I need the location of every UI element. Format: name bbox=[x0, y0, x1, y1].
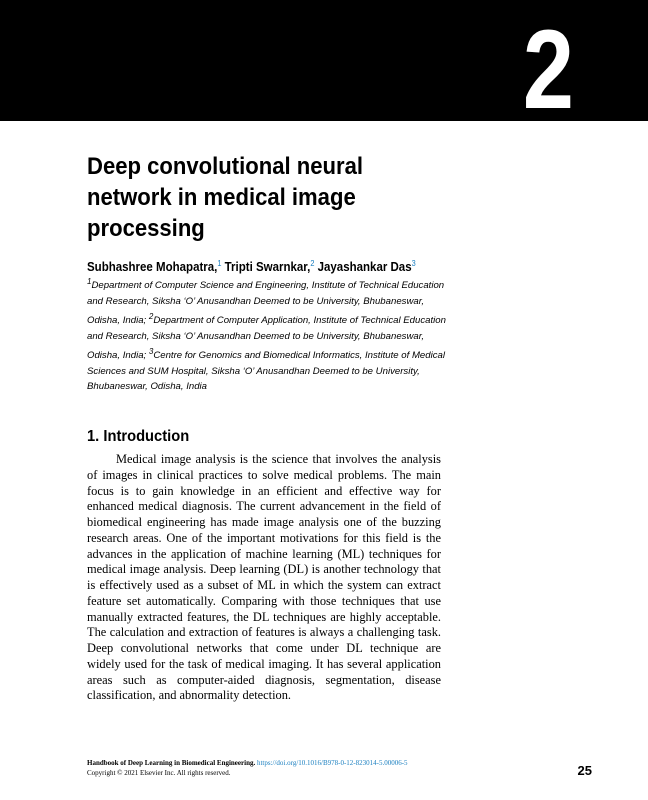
affiliations bbox=[87, 274, 452, 394]
author-affil-ref[interactable]: 3 bbox=[411, 259, 416, 268]
affil-marker: 2 bbox=[148, 312, 154, 321]
copyright-line: Copyright © 2021 Elsevier Inc. All rights reserved. bbox=[87, 769, 231, 777]
doi-link[interactable]: https://doi.org/10.1016/B978-0-12-823014-5.00006-5 bbox=[256, 759, 408, 767]
chapter-banner bbox=[0, 0, 648, 132]
citation-footer bbox=[87, 758, 487, 778]
affiliation-text: Department of Computer Application, Institute of Technical Education and Research, Siksha ‘O’ Anusandhan Deemed to be University, Bhubaneswar, Odisha, India; bbox=[87, 315, 446, 362]
affil-marker: 1 bbox=[87, 277, 92, 286]
affil-marker: 3 bbox=[148, 347, 154, 356]
author-affil-ref[interactable]: 2 bbox=[310, 259, 315, 268]
chapter-title: Deep convolutional neural network in medical image processing bbox=[87, 153, 364, 242]
affiliation-text: Department of Computer Science and Engineering, Institute of Technical Education and Research, Siksha ‘O’ Anusandhan Deemed to be University, Bhubaneswar, Odisha, India; bbox=[87, 280, 445, 327]
author-name: Jayashankar Das bbox=[317, 260, 412, 275]
chapter-number: 2 bbox=[522, 7, 572, 132]
affiliation-text: Centre for Genomics and Biomedical Informatics, Institute of Medical Sciences and SUM Hospital, Siksha ‘O’ Anusandhan Deemed to be University, Bhubaneswar, Odisha, India bbox=[87, 350, 445, 392]
section-heading: 1. Introduction bbox=[87, 428, 190, 445]
author-name: Tripti Swarnkar, bbox=[224, 260, 311, 275]
author-name: Subhashree Mohapatra, bbox=[87, 260, 218, 275]
body-paragraph: Medical image analysis is the science that involves the analysis of images in clinical practices to solve medical problems. The main focus is to gain knowledge in an efficient and effective way for enhanced medical diagnosis. The current advancement in the field of biomedical engineering has made image analysis one of the buzzing research areas. One of the important motivations for this field is the advances in the application of machine learning (ML) techniques for medical image analysis. Deep learning (DL) is another technology that is effectively used as a subset of ML in which the system can extract feature set automatically. Comparing with those techniques that use manually extracted features, the DL techniques are highly acceptable. The calculation and extraction of features is always a challenging task. Deep convolutional networks that come under DL technique are widely used for the task of medical imaging. It has several application areas such as computer-aided diagnosis, segmentation, disease classification, and abnormality detection. bbox=[87, 452, 441, 703]
page-number: 25 bbox=[577, 763, 592, 778]
book-title: Handbook of Deep Learning in Biomedical Engineering. bbox=[87, 759, 256, 767]
author-list bbox=[87, 256, 437, 275]
author-affil-ref[interactable]: 1 bbox=[217, 259, 222, 268]
